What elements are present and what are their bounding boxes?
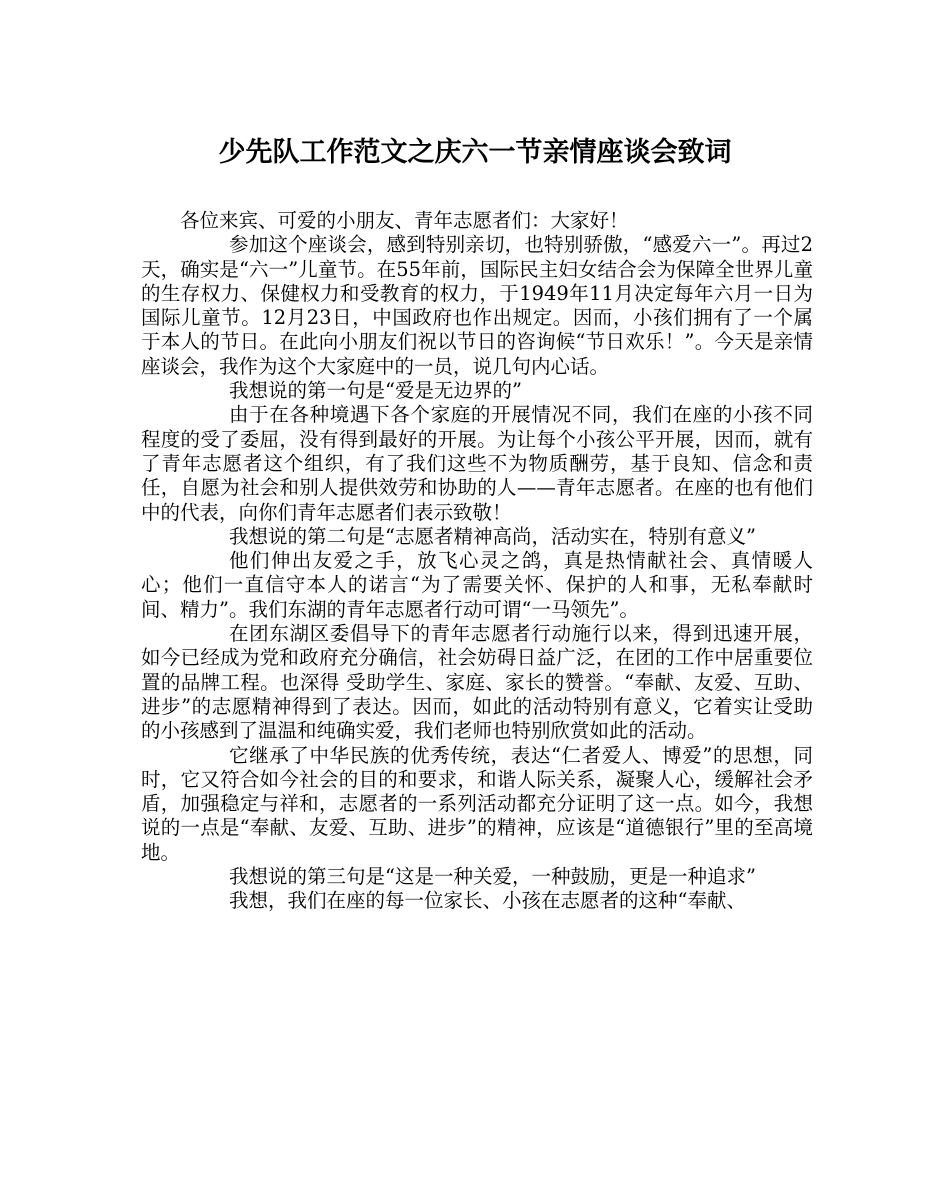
paragraph-volunteer-spirit: 他们伸出友爱之手，放飞心灵之鸽，真是热情献社会、真情暖人心；他们一直信守本人的诺言“为了需要关怀、保护的人和事，无私奉献时间、精力”。我们东湖的青年志愿者行动可谓“一马领先”。 [141,549,813,621]
paragraph-donghu-action: 在团东湖区委倡导下的青年志愿者行动施行以来，得到迅速开展，如今已经成为党和政府充分确信，社会妨碍日益广泛，在团的工作中居重要位置的品牌工程。也深得 受助学生、家庭、家长的赞誉。“奉献、友爱、互助、进步”的志愿精神得到了表达。因而，如此的活动特别有意义，它着实让受助的小孩感到了温温和纯确实爱，我们老师也特别欣赏如此的活动。 [141,622,813,743]
paragraph-second-point: 我想说的第二句是“志愿者精神高尚，活动实在，特别有意义” [229,524,756,548]
paragraph-volunteer-origin: 由于在各种境遇下各个家庭的开展情况不同，我们在座的小孩不同程度的受了委屈，没有得到最好的开展。为让每个小孩公平开展，因而，就有了青年志愿者这个组织，有了我们这些不为物质酬劳，基于良知、信念和责任，自愿为社会和别人提供效劳和协助的人——青年志愿者。在座的也有他们中的代表，向你们青年志愿者们表示致敬！ [141,403,813,524]
document-title: 少先队工作范文之庆六一节亲情座谈会致词 [218,137,732,168]
paragraph-closing: 我想，我们在座的每一位家长、小孩在志愿者的这种“奉献、 [229,889,746,913]
paragraph-tradition: 它继承了中华民族的优秀传统，表达“仁者爱人、博爱”的思想，同时，它又符合如今社会的目的和要求，和谐人际关系，凝聚人心，缓解社会矛盾，加强稳定与祥和，志愿者的一系列活动都充分证明了这一点。如今，我想说的一点是“奉献、友爱、互助、进步”的精神，应该是“道德银行”里的至高境地。 [141,743,813,864]
document-body [141,209,813,914]
greeting-paragraph: 各位来宾、可爱的小朋友、青年志愿者们：大家好！ [180,209,629,232]
paragraph-third-point: 我想说的第三句是“这是一种关爱，一种鼓励，更是一种追求” [229,865,756,889]
paragraph-first-point: 我想说的第一句是“爱是无边界的” [229,379,522,403]
paragraph-intro: 参加这个座谈会，感到特别亲切，也特别骄傲，“感爱六一”。再过2天，确实是“六一”儿童节。在55年前，国际民主妇女结合会为保障全世界儿童的生存权力、保健权力和受教育的权力，于1949年11月决定每年六月一日为国际儿童节。12月23日，中国政府也作出规定。因而，小孩们拥有了一个属于本人的节日。在此向小朋友们祝以节日的咨询候“节日欢乐！”。今天是亲情座谈会，我作为这个大家庭中的一员，说几句内心话。 [141,233,813,378]
